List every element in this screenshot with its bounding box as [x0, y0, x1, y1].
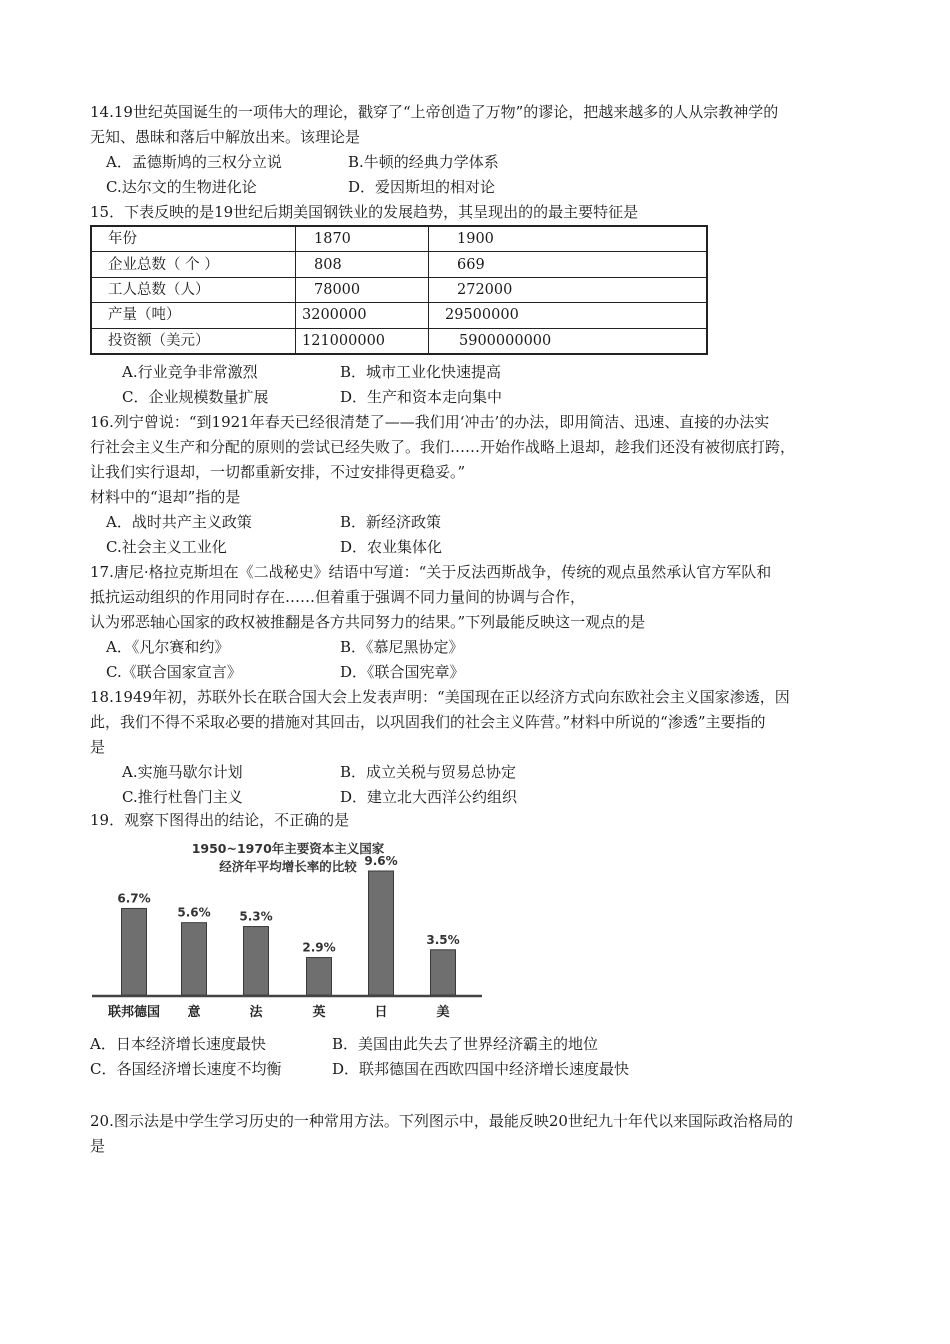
q17-option-c: C.《联合国家宣言》: [106, 663, 242, 681]
table-cell: 投资额（美元）: [91, 328, 296, 354]
q20-stem-line1: 20.图示法是中学生学习历史的一种常用方法。下列图示中，最能反映20世纪九十年代以来国际政治格局的: [90, 1112, 793, 1130]
table-cell: 1900: [429, 226, 708, 252]
q17-option-d: D．《联合国宪章》: [340, 663, 465, 681]
chart-bar: [182, 923, 207, 995]
q20-stem-line2: 是: [90, 1137, 106, 1155]
table-cell: 29500000: [429, 303, 708, 328]
q16-option-d: D．农业集体化: [340, 538, 443, 556]
chart-title-line1: 1950~1970年主要资本主义国家: [191, 841, 385, 856]
table-cell: 工人总数（人）: [91, 277, 296, 302]
q18-option-c: C.推行杜鲁门主义: [122, 788, 243, 806]
q18-stem-line1: 18.1949年初，苏联外长在联合国大会上发表声明：“美国现在正以经济方式向东欧社会主义国家渗透，因: [90, 688, 790, 706]
q15-option-b: B．城市工业化快速提高: [340, 363, 502, 381]
steel-industry-table: [90, 225, 708, 355]
q16-stem-line1: 16.列宁曾说：“到1921年春天已经很清楚了——我们用‘冲击’的办法，即用简洁、迅速、直接的办法实: [90, 413, 770, 431]
q16-stem-line2: 行社会主义生产和分配的原则的尝试已经失败了。我们……开始作战略上退却，趁我们还没有被彻底打跨，: [90, 438, 796, 456]
table-cell: 产量（吨）: [91, 303, 296, 328]
chart-bar: [431, 950, 456, 995]
chart-category-label: 联邦德国: [107, 1005, 161, 1020]
chart-category-label: 日: [374, 1005, 388, 1020]
q17-stem-line3: 认为邪恶轴心国家的政权被推翻是各方共同努力的结果。”下列最能反映这一观点的是: [90, 613, 646, 631]
chart-bar: [122, 908, 147, 995]
chart-category-label: 美: [436, 1005, 450, 1020]
table-row: [91, 328, 707, 354]
chart-data-label: 6.7%: [117, 891, 151, 906]
q18-stem-line3: 是: [90, 738, 106, 756]
table-cell: 企业总数（ 个 ）: [91, 252, 296, 277]
table-row: [91, 252, 707, 277]
q14-option-b: B.牛顿的经典力学体系: [348, 153, 499, 171]
chart-bar: [369, 871, 394, 995]
table-row: [91, 277, 707, 302]
table-cell: 78000: [296, 277, 429, 302]
q17-stem-line1: 17.唐尼·格拉克斯坦在《二战秘史》结语中写道：“关于反法西斯战争，传统的观点虽然承认官方军队和: [90, 563, 772, 581]
chart-category-label: 法: [249, 1005, 263, 1020]
q17-option-a: A．《凡尔赛和约》: [106, 638, 230, 656]
table-cell: 3200000: [296, 303, 429, 328]
table-cell: 272000: [429, 277, 708, 302]
q17-option-b: B．《慕尼黑协定》: [340, 638, 464, 656]
chart-bar: [244, 927, 269, 995]
q17-stem-line2: 抵抗运动组织的作用同时存在……但着重于强调不同力量间的协调与合作，: [90, 588, 586, 606]
table-cell: 121000000: [296, 328, 429, 354]
table-row: [91, 226, 707, 252]
q14-stem-line2: 无知、愚昧和落后中解放出来。该理论是: [90, 128, 361, 146]
q18-option-b: B．成立关税与贸易总协定: [340, 763, 517, 781]
chart-bar: [307, 958, 332, 995]
table-cell: 1870: [296, 226, 429, 252]
chart-data-label: 5.6%: [177, 905, 211, 920]
chart-data-label: 5.3%: [239, 909, 273, 924]
q19-stem: 19．观察下图得出的结论，不正确的是: [90, 811, 350, 829]
q18-stem-line2: 此，我们不得不采取必要的措施对其回击，以巩固我们的社会主义阵营。”材料中所说的“渗透”主要指的: [90, 713, 766, 731]
q18-option-a: A.实施马歇尔计划: [122, 763, 243, 781]
q19-option-b: B．美国由此失去了世界经济霸主的地位: [332, 1035, 599, 1053]
q16-option-b: B．新经济政策: [340, 513, 442, 531]
q18-option-d: D．建立北大西洋公约组织: [340, 788, 518, 806]
q16-stem-line4: 材料中的“退却”指的是: [90, 488, 241, 506]
growth-rate-bar-chart: [90, 832, 484, 1024]
q16-stem-line3: 让我们实行退却，一切都重新安排，不过安排得更稳妥。”: [90, 463, 466, 481]
q19-option-d: D．联邦德国在西欧四国中经济增长速度最快: [332, 1060, 630, 1078]
q15-option-a: A.行业竞争非常激烈: [122, 363, 258, 381]
chart-category-label: 英: [312, 1005, 326, 1020]
chart-data-label: 3.5%: [426, 932, 460, 947]
chart-title-line2: 经济年平均增长率的比较: [219, 859, 357, 874]
table-cell: 669: [429, 252, 708, 277]
table-row: [91, 303, 707, 328]
q14-option-c: C.达尔文的生物进化论: [106, 178, 257, 196]
chart-data-label: 2.9%: [302, 940, 336, 955]
table-cell: 808: [296, 252, 429, 277]
q14-option-d: D．爱因斯坦的相对论: [348, 178, 496, 196]
q15-option-c: C．企业规模数量扩展: [122, 388, 269, 406]
q15-option-d: D．生产和资本走向集中: [340, 388, 503, 406]
q19-option-a: A．日本经济增长速度最快: [90, 1035, 266, 1053]
q15-stem: 15．下表反映的是19世纪后期美国钢铁业的发展趋势，其呈现出的的最主要特征是: [90, 203, 639, 221]
table-cell: 年份: [91, 226, 296, 252]
q16-option-c: C.社会主义工业化: [106, 538, 227, 556]
q14-stem-line1: 14.19世纪英国诞生的一项伟大的理论，戳穿了“上帝创造了万物”的谬论，把越来越多的人从宗教神学的: [90, 103, 779, 121]
q14-option-a: A．孟德斯鸠的三权分立说: [106, 153, 282, 171]
q19-option-c: C．各国经济增长速度不均衡: [90, 1060, 282, 1078]
table-cell: 5900000000: [429, 328, 708, 354]
chart-data-label: 9.6%: [364, 854, 398, 868]
chart-category-label: 意: [187, 1005, 201, 1020]
q16-option-a: A．战时共产主义政策: [106, 513, 252, 531]
